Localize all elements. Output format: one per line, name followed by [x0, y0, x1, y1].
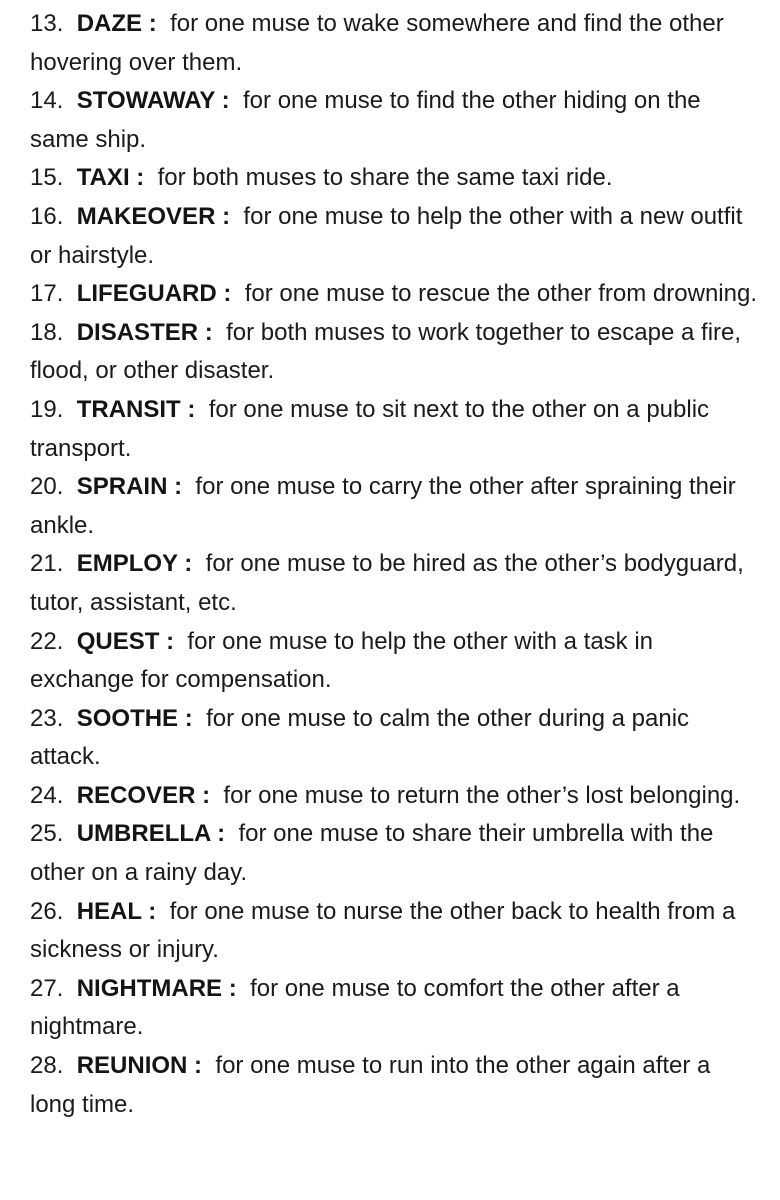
item-description: for one muse to carry the other after spraining their ankle.: [30, 473, 736, 539]
item-number: 23.: [30, 704, 64, 732]
item-number: 13.: [30, 10, 64, 37]
list-item: [30, 82, 760, 159]
list-item: [30, 815, 760, 892]
item-colon: :: [222, 974, 237, 1002]
list-item: [30, 700, 760, 777]
item-number: 26.: [30, 897, 64, 925]
list-item: [30, 314, 760, 391]
item-colon: :: [129, 164, 145, 192]
item-colon: :: [142, 10, 157, 37]
item-keyword: RECOVER: [76, 781, 196, 809]
list-item: [30, 1047, 760, 1124]
item-number: 22.: [30, 627, 64, 655]
item-colon: :: [167, 473, 183, 501]
item-number: 17.: [30, 280, 64, 308]
item-description: for one muse to share their umbrella with the other on a rainy day.: [30, 820, 714, 887]
item-colon: :: [216, 280, 232, 308]
list-item: [30, 468, 760, 545]
item-description: for one muse to help the other with a new outfit or hairstyle.: [30, 202, 743, 269]
item-colon: :: [177, 550, 193, 578]
item-colon: :: [178, 704, 193, 732]
item-description: for one muse to wake somewhere and find the other hovering over them.: [30, 10, 724, 76]
item-keyword: REUNION: [76, 1052, 188, 1080]
item-keyword: TAXI: [76, 164, 130, 192]
list-item: [30, 391, 760, 468]
item-keyword: TRANSIT: [76, 395, 181, 423]
item-colon: :: [198, 318, 213, 346]
item-keyword: EMPLOY: [76, 550, 178, 578]
item-description: for one muse to help the other with a task in exchange for compensation.: [30, 627, 654, 694]
item-colon: :: [187, 1052, 203, 1080]
item-number: 28.: [30, 1052, 64, 1080]
item-description: for one muse to find the other hiding on the same ship.: [30, 87, 701, 153]
item-colon: :: [159, 627, 175, 655]
item-number: 21.: [30, 550, 64, 578]
item-keyword: DISASTER: [76, 318, 199, 346]
item-keyword: STOWAWAY: [76, 87, 215, 115]
item-colon: :: [210, 820, 226, 848]
item-keyword: MAKEOVER: [76, 202, 216, 230]
item-description: for one muse to sit next to the other on a public transport.: [30, 395, 710, 462]
item-keyword: NIGHTMARE: [76, 974, 223, 1002]
list-item: [30, 159, 760, 198]
item-keyword: UMBRELLA: [76, 820, 211, 848]
list-item: [30, 777, 760, 816]
item-colon: :: [215, 87, 230, 115]
item-number: 16.: [30, 202, 64, 230]
item-description: for one muse to rescue the other from drowning.: [244, 280, 757, 308]
list-item: [30, 623, 760, 700]
list-item: [30, 545, 760, 622]
item-description: for one muse to be hired as the other’s bodyguard, tutor, assistant, etc.: [30, 550, 744, 616]
item-colon: :: [141, 897, 157, 925]
list-item: [30, 893, 760, 970]
item-colon: :: [195, 781, 211, 809]
item-colon: :: [180, 395, 196, 423]
item-keyword: HEAL: [76, 897, 142, 925]
item-description: for one muse to return the other’s lost belonging.: [223, 781, 741, 809]
item-number: 19.: [30, 395, 64, 423]
list-item: [30, 970, 760, 1047]
item-colon: :: [215, 202, 231, 230]
prompt-list: [30, 5, 760, 1124]
item-keyword: LIFEGUARD: [76, 280, 217, 308]
item-description: for one muse to comfort the other after a nightmare.: [30, 974, 680, 1041]
item-keyword: SOOTHE: [76, 704, 179, 732]
item-number: 27.: [30, 974, 64, 1002]
item-number: 20.: [30, 473, 64, 501]
item-keyword: SPRAIN: [76, 473, 168, 501]
item-description: for both muses to share the same taxi ride.: [157, 164, 613, 192]
item-number: 15.: [30, 164, 64, 192]
list-item: [30, 198, 760, 275]
item-description: for one muse to nurse the other back to health from a sickness or injury.: [30, 897, 736, 964]
item-number: 25.: [30, 820, 64, 848]
item-number: 14.: [30, 87, 64, 115]
list-item: [30, 275, 760, 314]
item-description: for one muse to run into the other again after a long time.: [30, 1052, 711, 1118]
item-number: 18.: [30, 318, 64, 346]
item-number: 24.: [30, 781, 64, 809]
item-description: for both muses to work together to escape a fire, flood, or other disaster.: [30, 318, 742, 385]
item-keyword: QUEST: [76, 627, 160, 655]
list-item: [30, 5, 760, 82]
item-keyword: DAZE: [76, 10, 143, 37]
item-description: for one muse to calm the other during a panic attack.: [30, 704, 690, 771]
